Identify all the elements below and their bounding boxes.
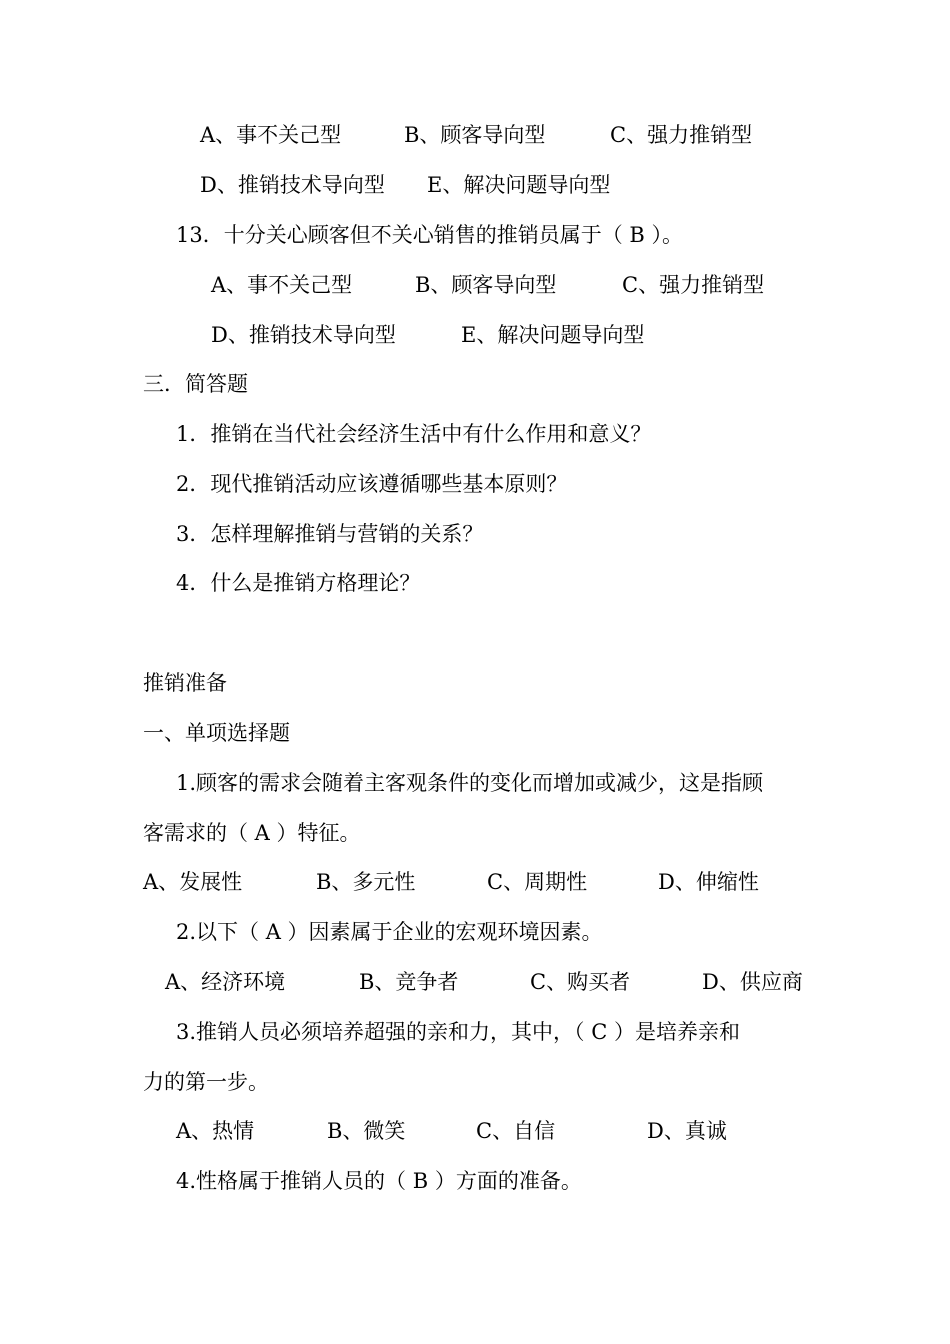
choice-q3-line2: 力的第一步。 — [143, 1070, 269, 1094]
q13-question: 13．十分关心顾客但不关心销售的推销员属于（ B ）。 — [176, 223, 684, 247]
short-answer-q4: 4．什么是推销方格理论？ — [176, 571, 421, 595]
chapter-title: 推销准备 — [143, 671, 227, 695]
q12-option-d: D、推销技术导向型 — [200, 173, 385, 197]
choice-q1-line2: 客需求的（ A ）特征。 — [143, 821, 361, 845]
q12-option-e: E、解决问题导向型 — [427, 173, 611, 197]
q12-option-a: A、事不关己型 — [200, 123, 342, 147]
q12-option-c: C、强力推销型 — [610, 123, 753, 147]
choice-q3-option-b: B、微笑 — [327, 1119, 406, 1143]
choice-q1-option-b: B、多元性 — [316, 870, 416, 894]
q13-option-d: D、推销技术导向型 — [211, 323, 396, 347]
choice-q3-option-d: D、真诚 — [647, 1119, 727, 1143]
q13-option-e: E、解决问题导向型 — [461, 323, 645, 347]
q12-option-b: B、顾客导向型 — [404, 123, 546, 147]
choice-q1-option-d: D、伸缩性 — [658, 870, 759, 894]
q13-option-a: A、事不关己型 — [211, 273, 353, 297]
q13-option-b: B、顾客导向型 — [415, 273, 557, 297]
choice-q3-option-c: C、自信 — [476, 1119, 556, 1143]
short-answer-q1: 1．推销在当代社会经济生活中有什么作用和意义？ — [176, 422, 652, 446]
short-answer-q2: 2．现代推销活动应该遵循哪些基本原则？ — [176, 472, 568, 496]
choice-q1-line1: 1.顾客的需求会随着主客观条件的变化而增加或减少，这是指顾 — [176, 771, 764, 795]
choice-q2-option-a: A、经济环境 — [165, 970, 286, 994]
choice-q2-option-d: D、供应商 — [702, 970, 803, 994]
choice-q1-option-c: C、周期性 — [487, 870, 588, 894]
choice-q1-option-a: A、发展性 — [143, 870, 243, 894]
section3-heading: 三．简答题 — [143, 372, 248, 396]
q13-option-c: C、强力推销型 — [622, 273, 765, 297]
choice-q4: 4.性格属于推销人员的（ B ）方面的准备。 — [176, 1169, 582, 1193]
choice-q3-line1: 3.推销人员必须培养超强的亲和力，其中，（ C ）是培养亲和 — [176, 1020, 740, 1044]
section1-heading: 一、单项选择题 — [143, 721, 290, 745]
choice-q2: 2.以下（ A ）因素属于企业的宏观环境因素。 — [176, 920, 603, 944]
choice-q2-option-c: C、购买者 — [530, 970, 631, 994]
short-answer-q3: 3．怎样理解推销与营销的关系？ — [176, 522, 484, 546]
choice-q2-option-b: B、竞争者 — [359, 970, 459, 994]
choice-q3-option-a: A、热情 — [176, 1119, 255, 1143]
